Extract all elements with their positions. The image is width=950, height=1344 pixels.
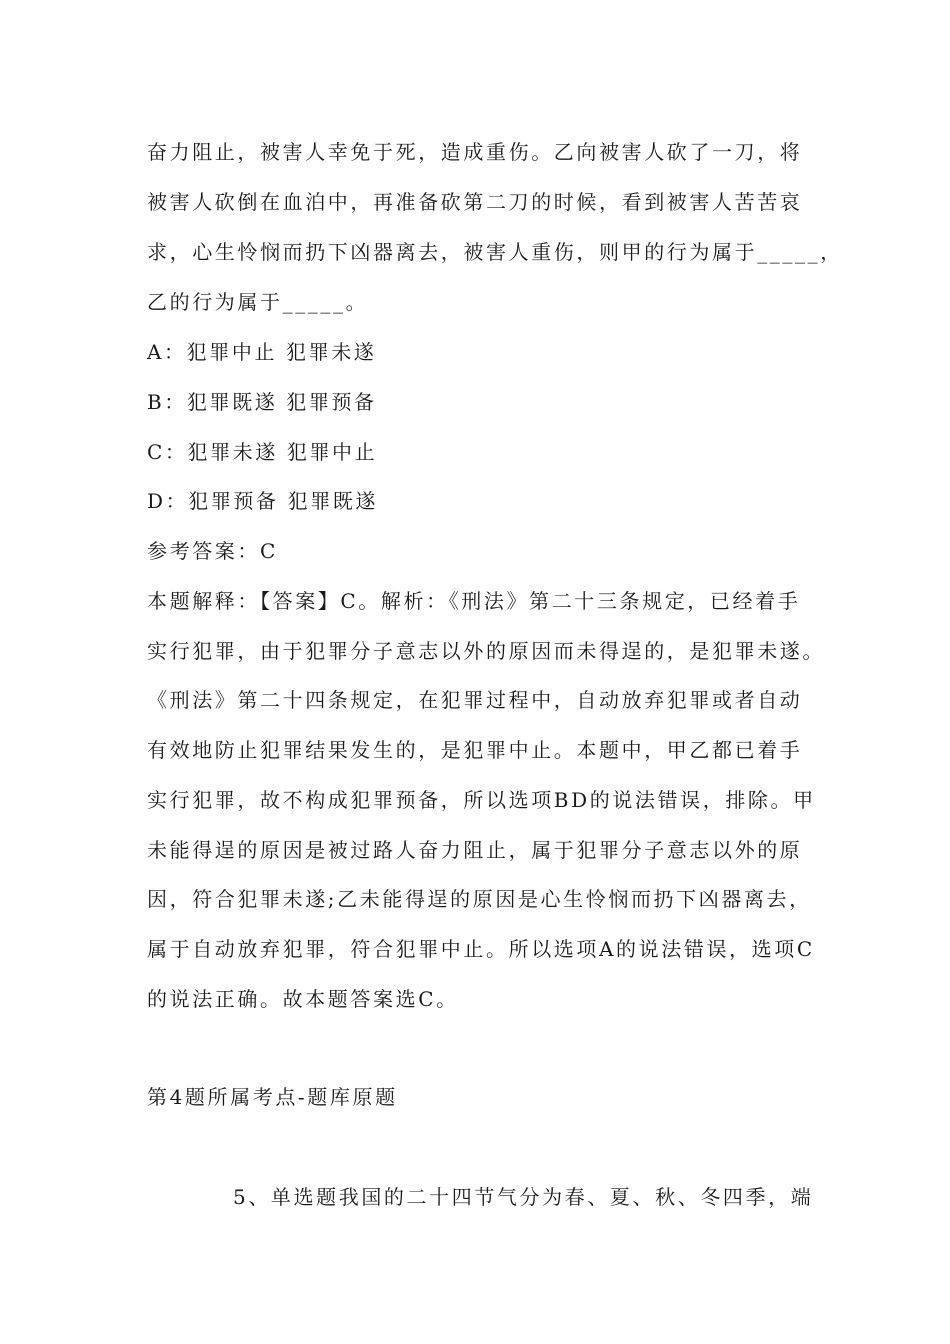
- explanation-line: 本题解释：【答案】C。解析：《刑法》第二十三条规定，已经着手: [147, 589, 801, 613]
- option-c: C：犯罪未遂 犯罪中止: [147, 440, 378, 464]
- explanation-line: 的说法正确。故本题答案选C。: [147, 987, 459, 1011]
- explanation-line: 因，符合犯罪未遂;乙未能得逞的原因是心生怜悯而扔下凶器离去，: [147, 887, 812, 911]
- explanation-line: 实行犯罪，由于犯罪分子意志以外的原因而未得逞的，是犯罪未遂。: [147, 639, 825, 663]
- question-text-line: 奋力阻止，被害人幸免于死，造成重伤。乙向被害人砍了一刀，将: [147, 140, 803, 164]
- explanation-line: 属于自动放弃犯罪，符合犯罪中止。所以选项A的说法错误，选项C: [147, 937, 815, 961]
- option-a: A：犯罪中止 犯罪未遂: [147, 340, 377, 364]
- explanation-line: 有效地防止犯罪结果发生的，是犯罪中止。本题中，甲乙都已着手: [147, 738, 803, 762]
- question-text-line: 被害人砍倒在血泊中，再准备砍第二刀的时候，看到被害人苦苦哀: [147, 190, 803, 214]
- next-question-text: 5、单选题我国的二十四节气分为春、夏、秋、冬四季，端: [233, 1185, 814, 1209]
- explanation-line: 《刑法》第二十四条规定，在犯罪过程中，自动放弃犯罪或者自动: [147, 688, 803, 712]
- reference-answer: 参考答案：C: [147, 539, 278, 563]
- option-d: D：犯罪预备 犯罪既遂: [147, 489, 378, 513]
- explanation-line: 未能得逞的原因是被过路人奋力阻止，属于犯罪分子意志以外的原: [147, 838, 803, 862]
- option-b: B：犯罪既遂 犯罪预备: [147, 390, 377, 414]
- question-text-line: 求，心生怜悯而扔下凶器离去，被害人重伤，则甲的行为属于_____，: [147, 240, 843, 264]
- topic-heading: 第4题所属考点-题库原题: [147, 1085, 398, 1109]
- explanation-line: 实行犯罪，故不构成犯罪预备，所以选项BD的说法错误，排除。甲: [147, 788, 816, 812]
- question-text-line: 乙的行为属于_____。: [147, 290, 369, 314]
